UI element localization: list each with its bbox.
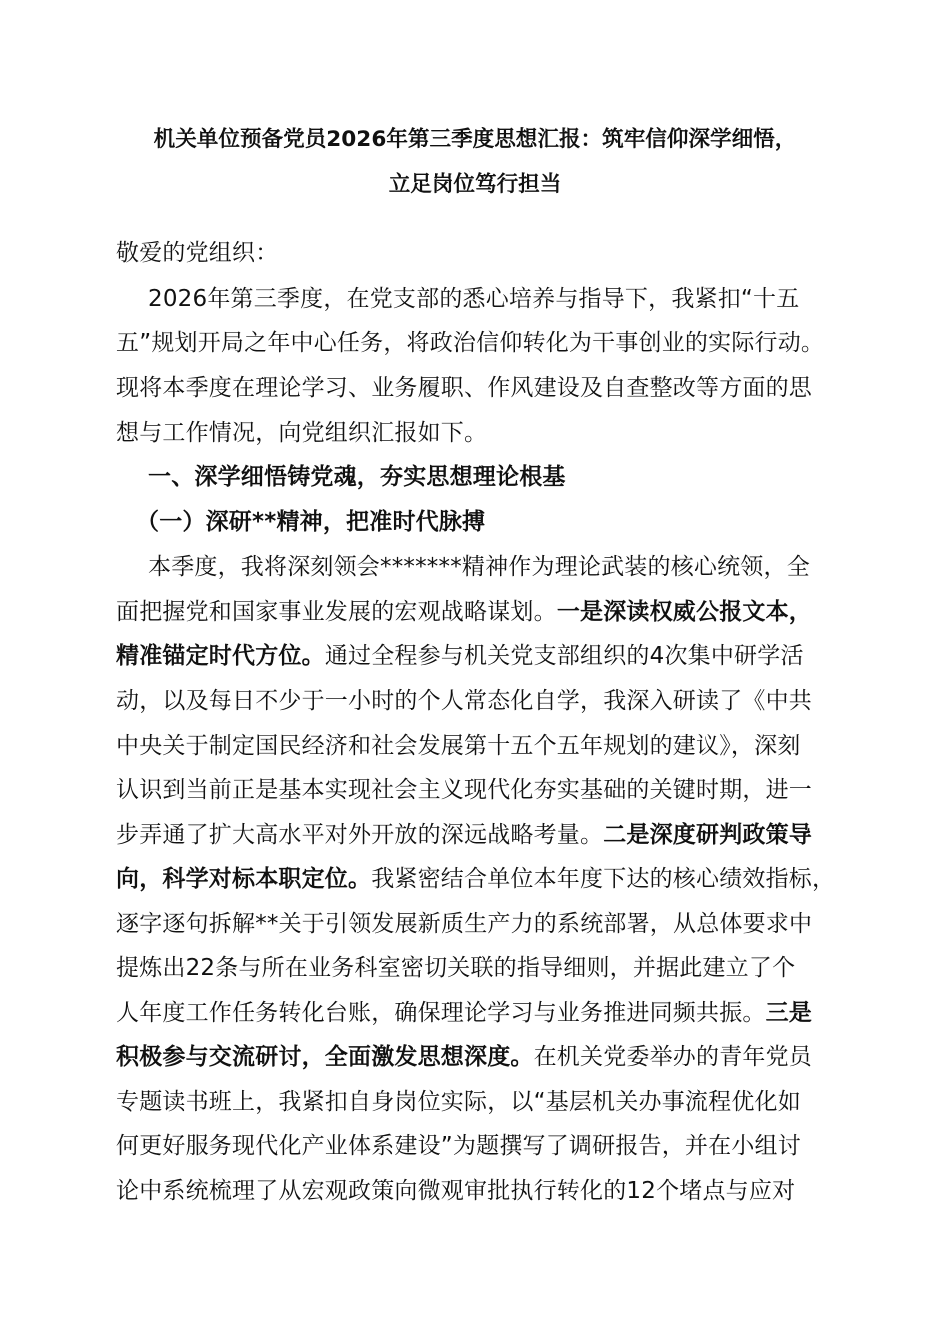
bold-point-2-heading-cont: 向，科学对标本职定位。 bbox=[116, 866, 372, 892]
intro-line-1: 2026年第三季度，在党支部的悉心培养与指导下，我紧扣“十五 bbox=[148, 286, 800, 312]
body-line-1: 本季度，我将深刻领会*******精神作为理论武装的核心统领，全 bbox=[148, 554, 810, 580]
bold-point-2-heading: 二是深度研判政策导 bbox=[603, 822, 813, 848]
body-text: 步弄通了扩大高水平对外开放的深远战略考量。 bbox=[116, 822, 604, 848]
body-line-14: 何更好服务现代化产业体系建设”为题撰写了调研报告，并在小组讨 bbox=[116, 1133, 801, 1159]
bold-point-1-heading-cont: 精准锚定时代方位。 bbox=[116, 643, 325, 669]
salutation: 敬爱的党组织： bbox=[116, 240, 279, 266]
bold-point-3-heading-cont: 积极参与交流研讨，全面激发思想深度。 bbox=[116, 1044, 534, 1070]
body-line-10: 提炼出22条与所在业务科室密切关联的指导细则，并据此建立了个 bbox=[116, 955, 796, 981]
body-line-8 bbox=[116, 864, 835, 894]
body-text: 人年度工作任务转化台账，确保理论学习与业务推进同频共振。 bbox=[116, 1000, 766, 1026]
section-1-heading: 一、深学细悟铸党魂，夯实思想理论根基 bbox=[148, 464, 566, 490]
body-text: 面把握党和国家事业发展的宏观战略谋划。 bbox=[116, 599, 557, 625]
body-line-11 bbox=[116, 998, 812, 1028]
subsection-1-heading: （一）深研**精神，把准时代脉搏 bbox=[136, 509, 486, 535]
intro-line-4: 想与工作情况，向党组织汇报如下。 bbox=[116, 420, 488, 446]
body-line-4: 动，以及每日不少于一小时的个人常态化自学，我深入研读了《中共 bbox=[116, 688, 812, 714]
body-line-3 bbox=[116, 641, 804, 671]
document-title-line-2: 立足岗位笃行担当 bbox=[388, 172, 562, 197]
body-text: 我紧密结合单位本年度下达的核心绩效指标， bbox=[371, 866, 836, 892]
body-text: 通过全程参与机关党支部组织的4次集中研学活 bbox=[324, 643, 804, 669]
body-line-5: 中央关于制定国民经济和社会发展第十五个五年规划的建议》，深刻 bbox=[116, 733, 801, 759]
intro-line-3: 现将本季度在理论学习、业务履职、作风建设及自查整改等方面的思 bbox=[116, 375, 812, 401]
intro-line-2: 五”规划开局之年中心任务，将政治信仰转化为干事创业的实际行动。 bbox=[116, 330, 825, 356]
bold-point-1-heading: 一是深读权威公报文本， bbox=[556, 599, 813, 625]
body-line-6: 认识到当前正是基本实现社会主义现代化夯实基础的关键时期，进一 bbox=[116, 777, 812, 803]
bold-point-3-heading: 三是 bbox=[765, 1000, 813, 1026]
body-line-7 bbox=[116, 820, 812, 850]
body-line-13: 专题读书班上，我紧扣自身岗位实际，以“基层机关办事流程优化如 bbox=[116, 1089, 801, 1115]
document-title-line-1: 机关单位预备党员2026年第三季度思想汇报：筑牢信仰深学细悟， bbox=[153, 127, 797, 152]
body-line-9: 逐字逐句拆解**关于引领发展新质生产力的系统部署，从总体要求中 bbox=[116, 911, 813, 937]
body-line-12 bbox=[116, 1042, 812, 1072]
body-line-2 bbox=[116, 597, 812, 627]
body-line-15: 论中系统梳理了从宏观政策向微观审批执行转化的12个堵点与应对 bbox=[116, 1178, 796, 1204]
body-text: 在机关党委举办的青年党员 bbox=[533, 1044, 813, 1070]
